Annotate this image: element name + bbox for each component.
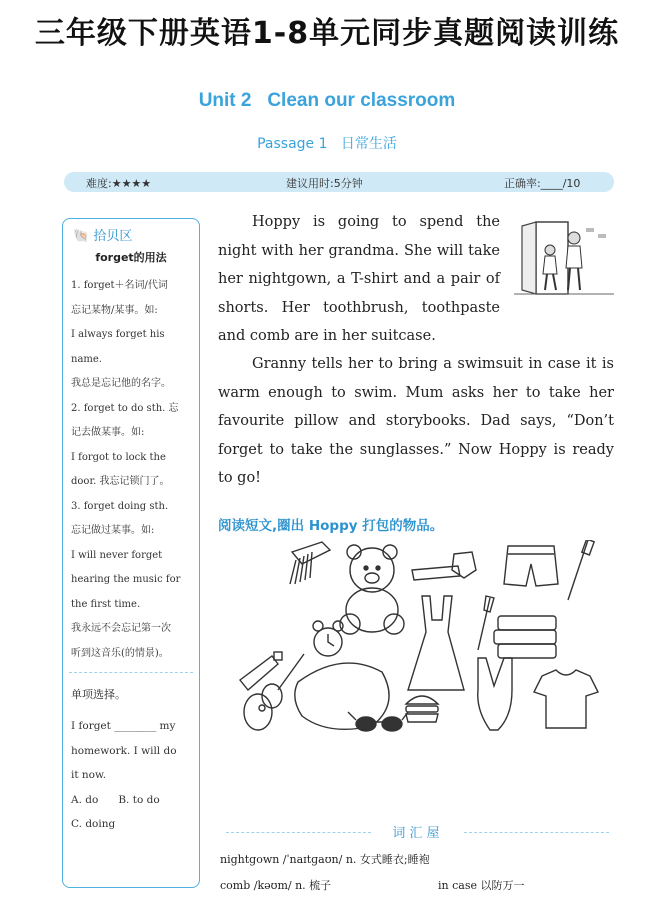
sidebar-notes [71, 274, 193, 666]
accuracy-field: 正确率:____/10 [504, 177, 581, 190]
passage-paragraph: Granny tells her to bring a swimsuit in case it is warm enough to swim. Mum asks her to take her favourite pillow and storybooks. Dad says, “Don’t forget to take the sunglasses.” Now Hoppy is ready to go! [218, 356, 614, 487]
teddy-bear-icon [340, 545, 404, 634]
packing-items-illustration [232, 540, 614, 740]
sidebar-heading [73, 225, 132, 244]
note-line: 2. forget to do sth. 忘 [71, 402, 179, 414]
note-line: I always forget his [71, 329, 165, 340]
sunglasses-icon [348, 712, 408, 731]
swimsuit-icon [478, 658, 512, 730]
reading-passage-cont [218, 350, 614, 493]
vocab-divider-right [464, 832, 609, 833]
shell-icon: 🐚 [73, 229, 90, 244]
question-option: A. do B. to do [71, 793, 160, 806]
note-line: 3. forget doing sth. [71, 500, 169, 512]
book-title: 三年级下册英语1-8单元同步真题阅读训练 [34, 16, 620, 51]
question-line: I forget ________ my [71, 720, 176, 732]
note-line: name. [71, 353, 102, 365]
vocab-entry: in case 以防万一 [438, 879, 525, 892]
question-option: C. doing [71, 818, 116, 830]
note-line: 忘记做过某事。如: [71, 525, 155, 536]
storybooks-icon [494, 616, 556, 658]
note-line: 忘记某物/某事。如: [71, 304, 158, 316]
note-line: 我永远不会忘记第一次 [71, 623, 171, 634]
hammer-icon [412, 552, 476, 580]
vocabulary-title: 词 汇 屋 [392, 826, 440, 841]
note-line: 我总是忘记他的名字。 [71, 378, 171, 389]
t-shirt-icon [534, 670, 598, 728]
sidebar-heading-text: 拾贝区 [93, 229, 133, 244]
nightgown-icon [408, 596, 464, 690]
shorts-icon [504, 546, 558, 586]
unit-title: Unit 2 Clean our classroom [198, 90, 456, 111]
vocab-entry: comb /kəʊm/ n. 梳子 [220, 879, 332, 892]
reading-passage [218, 208, 614, 351]
question-body [71, 714, 195, 837]
sidebar-subheading: forget的用法 [95, 251, 167, 264]
vocab-entry: nightgown /ˈnaɪtɡaʊn/ n. 女式睡衣;睡袍 [220, 853, 430, 866]
difficulty-rating: 难度:★★★★ [86, 177, 152, 190]
passage-paragraph: Hoppy is going to spend the night with her grandma. She will take her nightgown, a T-shirt and a pair of shorts. Her toothbrush, toothpaste and comb are in her suitcase. [218, 214, 500, 345]
note-line: 1. forget＋名词/代词 [71, 280, 168, 291]
fork-icon [478, 596, 494, 650]
tips-sidebar [62, 218, 200, 888]
note-line: I forgot to lock the [71, 451, 166, 463]
pillow-icon [295, 663, 389, 729]
note-line: the first time. [71, 598, 141, 610]
note-line: I will never forget [71, 549, 163, 561]
question-line: homework. I will do [71, 744, 177, 757]
question-label: 单项选择。 [71, 688, 126, 701]
note-line: 记去做某事。如: [71, 427, 145, 438]
note-line: 听到这音乐(的情景)。 [71, 647, 169, 659]
exercise-instruction: 阅读短文,圈出 Hoppy 打包的物品。 [218, 518, 444, 534]
note-line: door. 我忘记锁门了。 [71, 476, 170, 487]
suggested-time: 建议用时:5分钟 [286, 177, 363, 190]
passage-title: Passage 1 日常生活 [257, 136, 397, 152]
alarm-clock-icon [313, 621, 343, 656]
toothbrush-icon [568, 540, 594, 600]
sidebar-divider [69, 672, 193, 673]
hamburger-icon [406, 696, 438, 722]
note-line: hearing the music for [71, 574, 181, 585]
info-bar [64, 172, 614, 192]
comb-icon [290, 542, 330, 584]
question-line: it now. [71, 769, 107, 781]
